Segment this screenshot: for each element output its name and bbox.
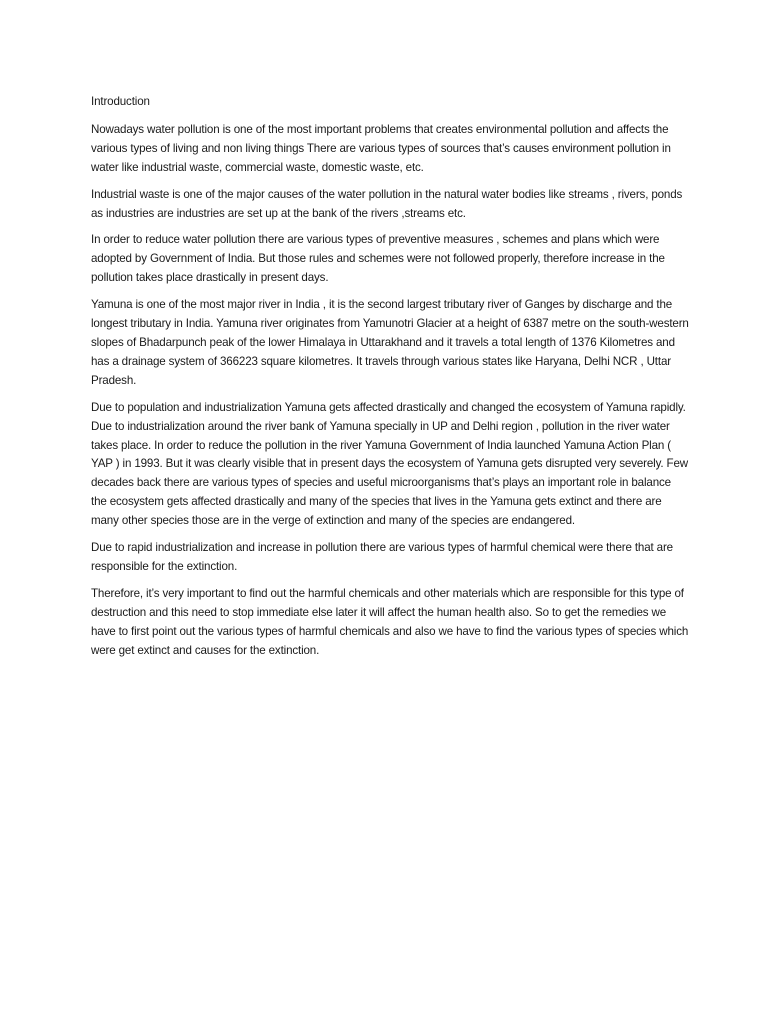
paragraph-preventive-measures: In order to reduce water pollution there are various types of preventive measures , schemes and plans which were adopted by Government of India. But those rules and schemes were not followed properly, therefore increase in the pollution takes place drastically in present days. [91,233,665,285]
paragraph-industrial-waste: Industrial waste is one of the major causes of the water pollution in the natural water bodies like streams , rivers, ponds as industries are industries are set up at the bank of the rivers ,streams etc. [91,187,683,220]
paragraph-yamuna-overview: Yamuna is one of the most major river in India , it is the second largest tributary river of Ganges by discharge and the longest tributary in India. Yamuna river originates from Yamunotri Glacier at a height of 6387 metre on the south-western slopes of Bhadarpunch peak of the lower Himalaya in Uttarakhand and it travels a total length of 1376 Kilometres and has a drainage system of 366223 square kilometres. It travels through various states like Haryana, Delhi NCR , Uttar Pradesh. [91,298,689,387]
paragraph-yamuna-ecosystem: Due to population and industrialization Yamuna gets affected drastically and changed the ecosystem of Yamuna rapidly. Due to industrialization around the river bank of Yamuna specially in UP and Delhi region , pollution in the river water takes place. In order to reduce the pollution in the river Yamuna Government of India launched Yamuna Action Plan ( YAP ) in 1993. But it was clearly visible that in present days the ecosystem of Yamuna gets disrupted very severely. Few decades back there are various types of species and useful microorganisms that’s plays an important role in balance the ecosystem gets affected drastically and many of the species that lives in the Yamuna gets extinct and there are many other species those are in the verge of extinction and many of the species are endangered. [91,400,688,528]
paragraph-harmful-chemicals: Due to rapid industrialization and increase in pollution there are various types of harmful chemical were there that are responsible for the extinction. [91,541,673,573]
section-heading: Introduction [91,95,150,108]
paragraph-conclusion: Therefore, it’s very important to find out the harmful chemicals and other materials which are responsible for this type of destruction and this need to stop immediate else later it will affect the human health also. So to get the remedies we have to first point out the various types of harmful chemicals and also we have to find the various types of species which were get extinct and causes for the extinction. [91,586,689,657]
document-body [91,93,689,668]
paragraph-water-pollution: Nowadays water pollution is one of the most important problems that creates environmental pollution and affects the various types of living and non living things There are various types of sources that’s causes environment pollution in water like industrial waste, commercial waste, domestic waste, etc. [91,122,671,174]
